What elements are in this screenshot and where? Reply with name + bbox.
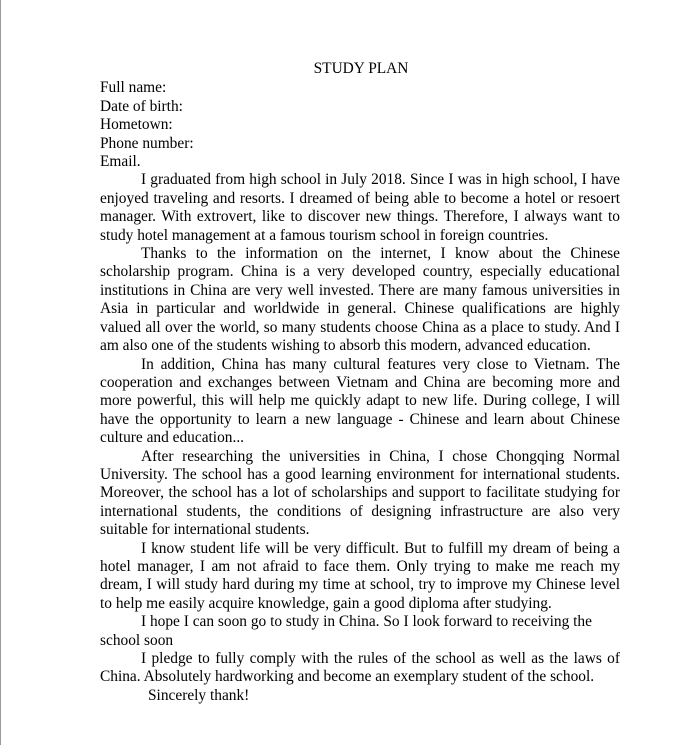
- field-phone-number: Phone number:: [100, 134, 194, 152]
- document-title: STUDY PLAN: [313, 60, 409, 77]
- field-email: Email.: [100, 153, 141, 171]
- paragraph-pledge: I pledge to fully comply with the rules of the school as well as the laws of China. Absolutely hardworking and become an exemplary student of the school.: [100, 650, 620, 686]
- field-full-name: Full name:: [100, 79, 167, 97]
- paragraph-university: After researching the universities in China, I chose Chongqing Normal University. The school has a good learning environment for international students. Moreover, the school has a lot of scholarships and support to facilitate studying for international students, the conditions of designing infrastructure are also very suitable for international students.: [100, 447, 620, 539]
- paragraph-student-life: I know student life will be very difficult. But to fulfill my dream of being a hotel manager, I am not afraid to face them. Only trying to make me reach my dream, I will study hard during my time at school, try to improve my Chinese level to help me easily acquire knowledge, gain a good diploma after studying.: [100, 539, 620, 612]
- paragraph-culture: In addition, China has many cultural features very close to Vietnam. The cooperation and exchanges between Vietnam and China are becoming more and more powerful, this will help me quickly adapt to new life. During college, I will have the opportunity to learn a new language - Chinese and learn about Chinese culture and education...: [100, 355, 620, 447]
- paragraph-scholarship: Thanks to the information on the internet, I know about the Chinese scholarship program. China is a very developed country, especially educational institutions in China are very well invested. There are many famous universities in Asia in particular and worldwide in general. Chinese qualifications are highly valued all over the world, so many students choose China as a place to study. And I am also one of the students wishing to absorb this modern, advanced education.: [100, 245, 620, 355]
- field-date-of-birth: Date of birth:: [100, 97, 183, 115]
- closing-line: Sincerely thank!: [148, 686, 250, 704]
- document-body: [100, 60, 620, 705]
- field-hometown: Hometown:: [100, 116, 173, 134]
- paragraph-hope: I hope I can soon go to study in China. So I look forward to receiving the school soon: [100, 613, 592, 649]
- paragraph-background: I graduated from high school in July 2018. Since I was in high school, I have enjoyed traveling and resorts. I dreamed of being able to become a hotel or resoert manager. With extrovert, like to discover new things. Therefore, I always want to study hotel management at a famous tourism school in foreign countries.: [100, 171, 620, 244]
